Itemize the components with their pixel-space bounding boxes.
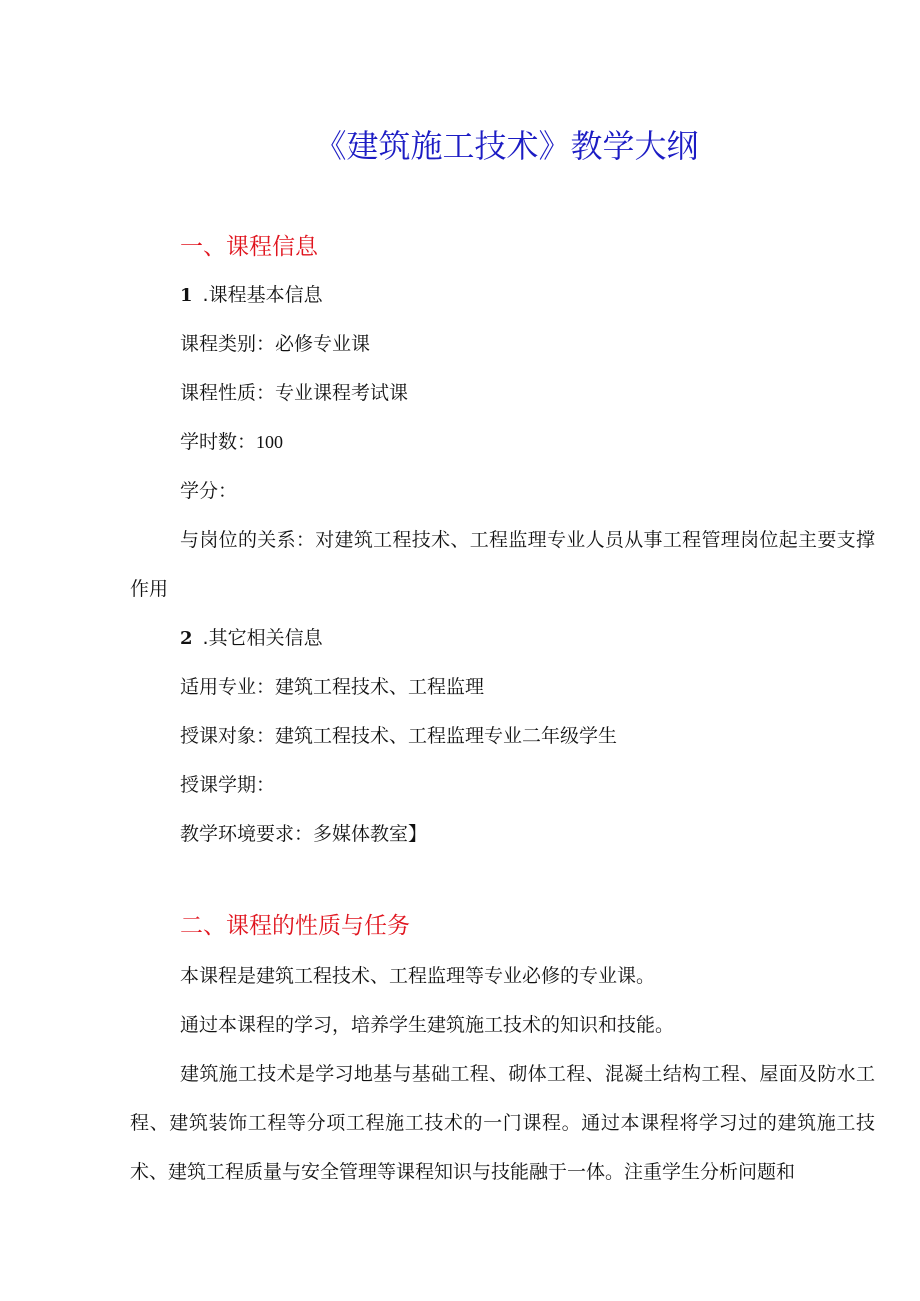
subheading-other-info (130, 614, 875, 663)
document-title: 《建筑施工技术》教学大纲 (314, 127, 699, 165)
course-credits: 学分： (180, 480, 238, 502)
course-type: 课程类别：必修专业课 (180, 333, 371, 355)
paragraph-2: 通过本课程的学习，培养学生建筑施工技术的知识和技能。 (180, 1014, 675, 1036)
hours-value: 100 (256, 432, 284, 452)
job-relation: 与岗位的关系：对建筑工程技术、工程监理专业人员从事工程管理岗位起主要支撑作用 (130, 529, 875, 600)
course-nature: 课程性质：专业课程考试课 (180, 382, 409, 404)
subheading-number: 2 (180, 628, 193, 649)
section-heading-nature-task: 二、课程的性质与任务 (180, 913, 410, 939)
section-heading-course-info: 一、课程信息 (180, 234, 318, 260)
teaching-semester: 授课学期： (180, 774, 276, 796)
subheading-basic-info (130, 271, 875, 320)
subheading-number: 1 (180, 285, 193, 306)
hours-label: 学时数： (180, 431, 257, 453)
subheading-label: .课程基本信息 (202, 284, 323, 306)
section2-body (130, 952, 875, 1197)
applicable-major: 适用专业：建筑工程技术、工程监理 (180, 676, 485, 698)
paragraph-3: 建筑施工技术是学习地基与基础工程、砌体工程、混凝土结构工程、屋面及防水工程、建筑装饰工程等分项工程施工技术的一门课程。通过本课程将学习过的建筑施工技术、建筑工程质量与安全管理等课程知识与技能融于一体。注重学生分析问题和 (130, 1063, 875, 1183)
subheading-label: .其它相关信息 (202, 627, 323, 649)
paragraph-1: 本课程是建筑工程技术、工程监理等专业必修的专业课。 (180, 965, 656, 987)
course-hours (130, 418, 875, 467)
teaching-audience: 授课对象：建筑工程技术、工程监理专业二年级学生 (180, 725, 618, 747)
teaching-environment: 教学环境要求：多媒体教室】 (180, 823, 428, 845)
